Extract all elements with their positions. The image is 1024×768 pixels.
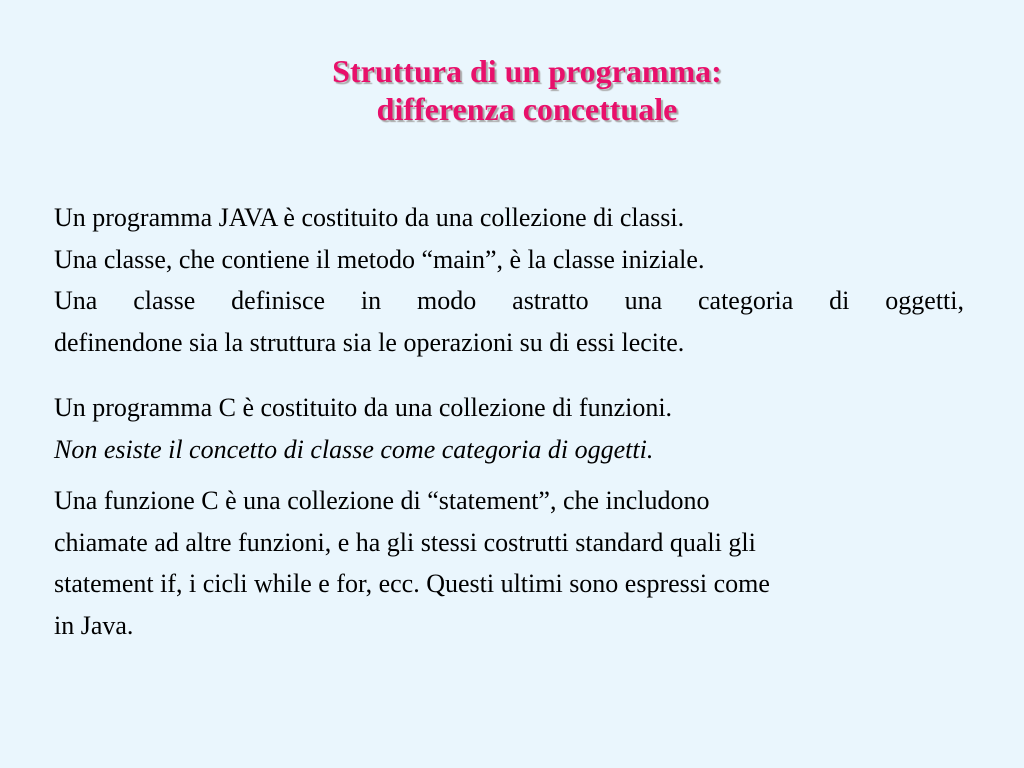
java-paragraph [54, 197, 964, 363]
title-line-1: Struttura di un programma: [332, 53, 722, 89]
function-line-2: chiamate ad altre funzioni, e ha gli stessi costrutti standard quali gli [54, 527, 756, 557]
function-line-4: in Java. [54, 610, 134, 640]
c-line-2-italic: Non esiste il concetto di classe come categoria di oggetti. [54, 434, 654, 464]
slide-title [0, 52, 1024, 128]
java-line-4: definendone sia la struttura sia le operazioni su di essi lecite. [54, 327, 685, 357]
title-line-2: differenza concettuale [376, 91, 678, 127]
java-line-3: Una classe definisce in modo astratto una categoria di oggetti, [54, 286, 964, 315]
function-line-1: Una funzione C è una collezione di “statement”, che includono [54, 486, 710, 515]
c-paragraph [54, 387, 964, 470]
c-function-paragraph [54, 480, 999, 646]
java-line-2: Una classe, che contiene il metodo “main”, è la classe iniziale. [54, 244, 705, 274]
function-line-3: statement if, i cicli while e for, ecc. Questi ultimi sono espressi come [54, 569, 770, 598]
c-line-1: Un programma C è costituito da una collezione di funzioni. [54, 393, 673, 422]
java-line-1: Un programma JAVA è costituito da una collezione di classi. [54, 203, 685, 232]
